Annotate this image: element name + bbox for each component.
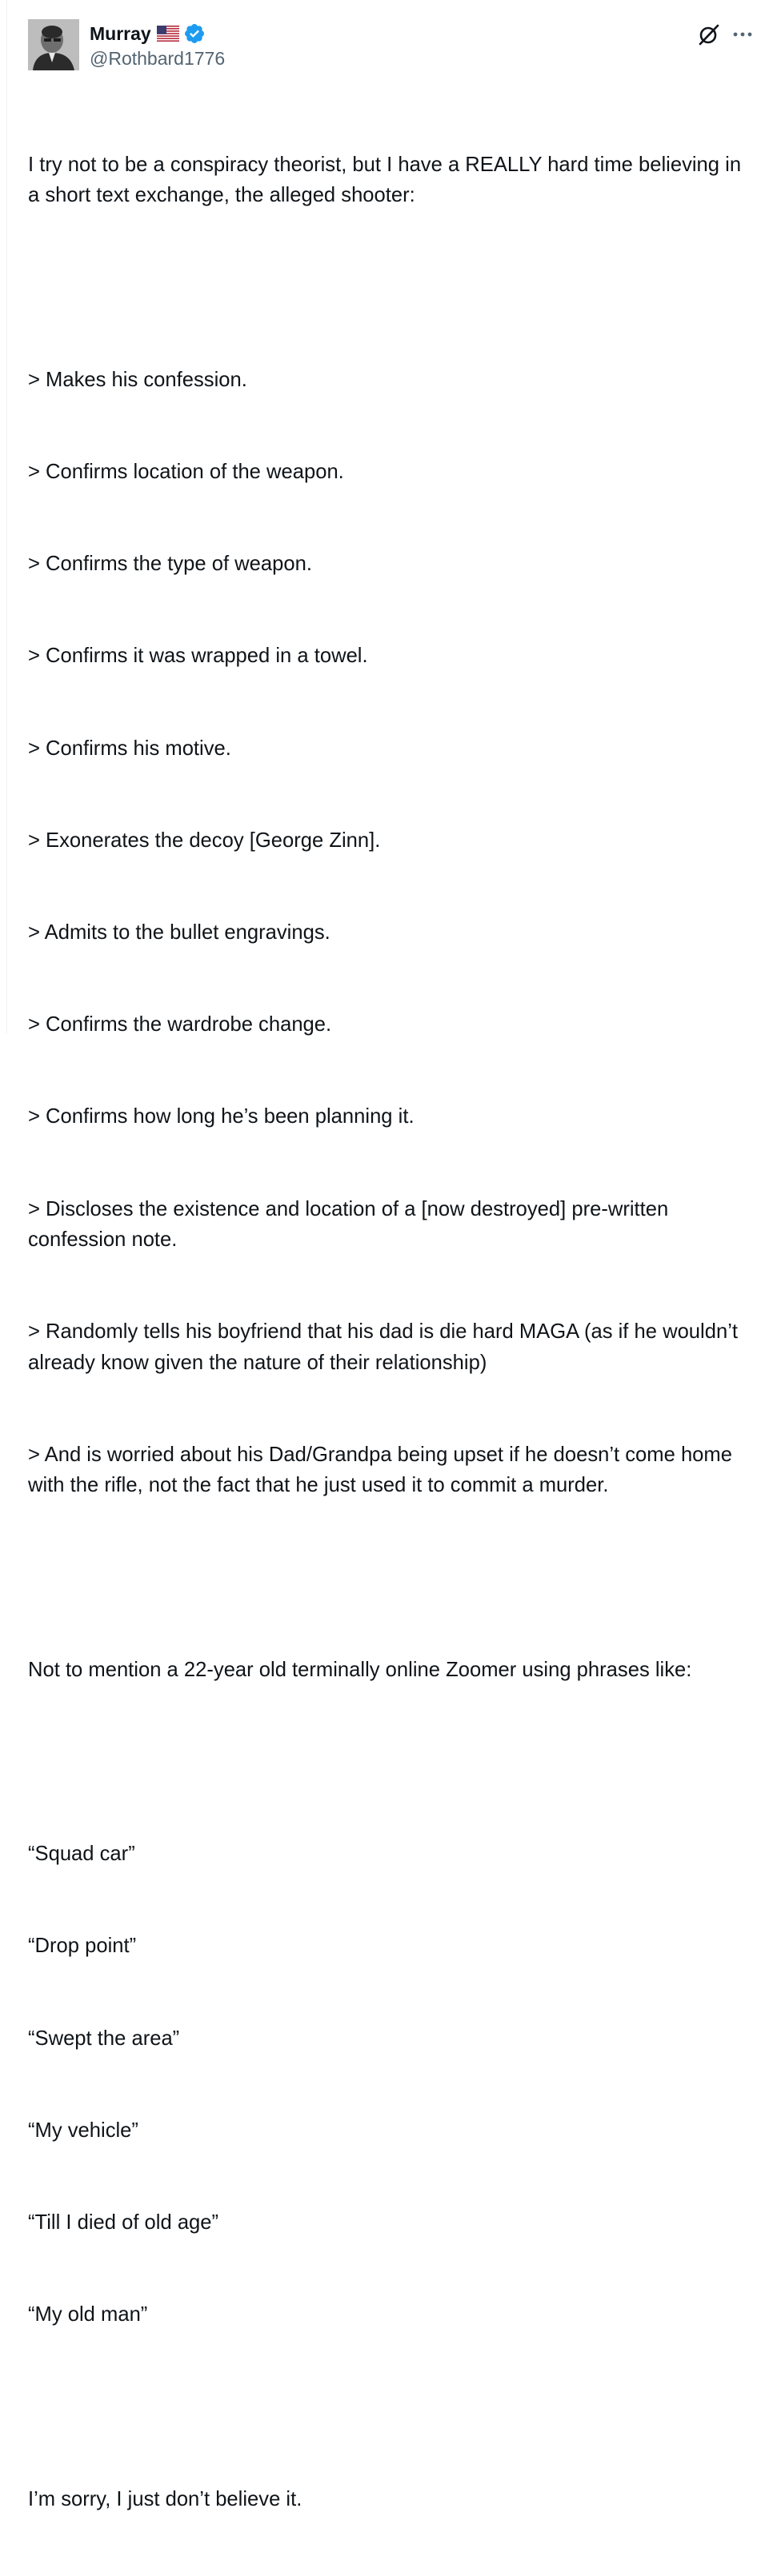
list-item: > Randomly tells his boyfriend that his dad is die hard MAGA (as if he wouldn’t already know given the nature of their relationship)	[28, 1320, 744, 1374]
tweet-mention: Not to mention a 22-year old terminally online Zoomer using phrases like:	[28, 1658, 692, 1681]
paragraph-spacer	[28, 1747, 758, 1777]
phrase-item: “My old man”	[28, 2303, 148, 2326]
list-item: > Admits to the bullet engravings.	[28, 921, 330, 944]
phrase-item: “Squad car”	[28, 1843, 135, 1866]
tweet-closing: I’m sorry, I just don’t believe it.	[28, 2487, 302, 2510]
list-item: > Confirms it was wrapped in a towel.	[28, 645, 368, 668]
list-item: > Discloses the existence and location of a [now destroyed] pre-written confession note.	[28, 1197, 675, 1252]
list-item: > Confirms his motive.	[28, 737, 231, 760]
list-item: > Confirms location of the weapon.	[28, 460, 344, 483]
tweet-text	[28, 88, 758, 2576]
avatar-photo	[28, 19, 79, 70]
tweet-intro: I try not to be a conspiracy theorist, but I have a REALLY hard time believing in a short text exchange, the alleged shooter:	[28, 153, 747, 207]
list-item: > And is worried about his Dad/Grandpa being upset if he doesn’t come home with the rifle, not the fact that he just used it to commit a murder.	[28, 1443, 739, 1497]
more-horizontal-icon[interactable]	[731, 22, 755, 46]
us-flag-icon	[157, 26, 179, 42]
phrase-item: “My vehicle”	[28, 2119, 138, 2142]
paragraph-spacer	[28, 272, 758, 302]
author-block	[90, 21, 225, 70]
author-handle[interactable]: @Rothbard1776	[90, 48, 226, 69]
paragraph-spacer	[28, 1562, 758, 1592]
display-name[interactable]: Murray	[90, 22, 151, 44]
phrase-item: “Till I died of old age”	[28, 2211, 219, 2234]
list-item: > Confirms the wardrobe change.	[28, 1013, 332, 1036]
list-item: > Exonerates the decoy [George Zinn].	[28, 829, 381, 852]
phrase-item: “Drop point”	[28, 1935, 137, 1958]
phrase-item: “Swept the area”	[28, 2027, 180, 2050]
author-name-row	[90, 21, 225, 46]
verified-badge-icon[interactable]	[183, 22, 206, 45]
list-item: > Confirms the type of weapon.	[28, 553, 312, 576]
grok-icon[interactable]	[697, 22, 721, 46]
avatar[interactable]	[28, 19, 79, 70]
tweet-card	[6, 0, 773, 2510]
list-item: > Confirms how long he’s been planning it.	[28, 1105, 415, 1128]
list-item: > Makes his confession.	[28, 368, 247, 391]
tweet-header	[28, 19, 764, 75]
paragraph-spacer	[28, 2391, 758, 2422]
